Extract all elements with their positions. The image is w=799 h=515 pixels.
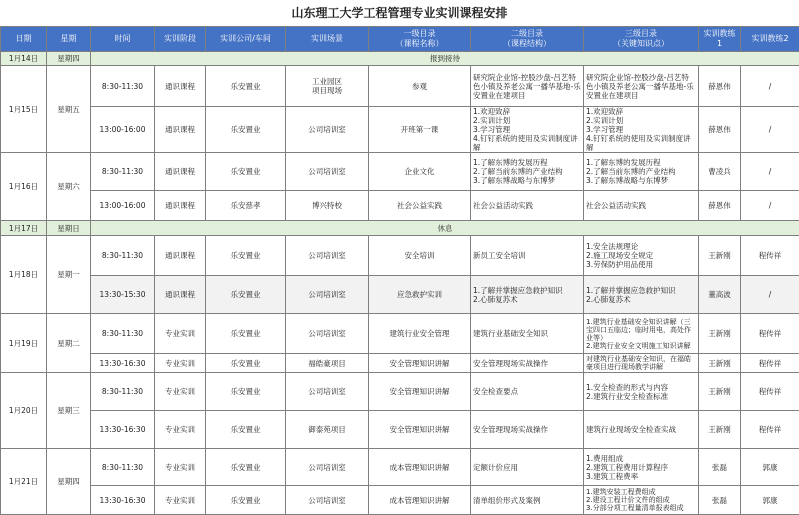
note-cell: 休息 (91, 221, 799, 236)
table-row (1, 191, 799, 221)
course-cell: 安全管理知识讲解 (369, 373, 471, 411)
time-cell: 13:30-16:30 (91, 411, 155, 449)
table-row (1, 52, 799, 66)
time-cell: 8:30-11:30 (91, 66, 155, 107)
structure-cell: 社会公益活动实践 (471, 191, 584, 221)
keypoint-cell: 1.了解并掌握应急救护知识 2.心肺复苏术 (584, 276, 699, 314)
table-row (1, 66, 799, 107)
keypoint-cell: 1.了解东博的发展历程 2.了解当前东博的产业结构 3.了解东博战略与东博梦 (584, 153, 699, 191)
keypoint-cell: 社会公益活动实践 (584, 191, 699, 221)
course-cell: 安全管理知识讲解 (369, 354, 471, 373)
keypoint-cell: 1.安全检查的形式与内容 2.建筑行业安全检查标准 (584, 373, 699, 411)
stage-cell: 通识课程 (155, 153, 206, 191)
table-row (1, 314, 799, 354)
stage-cell: 通识课程 (155, 276, 206, 314)
course-cell: 安全管理知识讲解 (369, 411, 471, 449)
coach1-cell: 王新刚 (699, 354, 741, 373)
structure-cell: 定额计价应用 (471, 449, 584, 486)
weekday-cell: 星期一 (47, 236, 91, 314)
coach1-cell: 张磊 (699, 449, 741, 486)
stage-cell: 专业实训 (155, 314, 206, 354)
time-cell: 13:00-16:00 (91, 107, 155, 153)
table-row (1, 236, 799, 276)
course-cell: 成本管理知识讲解 (369, 486, 471, 515)
stage-cell: 通识课程 (155, 236, 206, 276)
course-cell: 企业文化 (369, 153, 471, 191)
company-cell: 乐安置业 (206, 486, 286, 515)
table-row (1, 411, 799, 449)
scene-cell: 公司培训室 (286, 107, 369, 153)
date-cell: 1月21日 (1, 449, 47, 515)
structure-cell: 安全检查要点 (471, 373, 584, 411)
stage-cell: 专业实训 (155, 449, 206, 486)
table-row (1, 373, 799, 411)
date-cell: 1月20日 (1, 373, 47, 449)
header-cell: 时间 (91, 27, 155, 52)
header-cell: 实训场景 (286, 27, 369, 52)
coach2-cell: / (741, 153, 799, 191)
company-cell: 乐安置业 (206, 153, 286, 191)
table-row (1, 107, 799, 153)
table-row (1, 449, 799, 486)
keypoint-cell: 1.欢迎致辞 2.实训计划 3.学习管理 4.钉钉系统的使用及实训制度讲解 (584, 107, 699, 153)
time-cell: 13:30-16:30 (91, 486, 155, 515)
weekday-cell: 星期四 (47, 52, 91, 66)
date-cell: 1月18日 (1, 236, 47, 314)
date-cell: 1月17日 (1, 221, 47, 236)
coach2-cell: 程传祥 (741, 314, 799, 354)
scene-cell: 公司培训室 (286, 153, 369, 191)
company-cell: 乐安置业 (206, 236, 286, 276)
coach2-cell: 程传祥 (741, 411, 799, 449)
structure-cell: 安全管理现场实战操作 (471, 411, 584, 449)
header-cell: 三级目录 （关键知识点） (584, 27, 699, 52)
course-cell: 参观 (369, 66, 471, 107)
table-row (1, 153, 799, 191)
time-cell: 8:30-11:30 (91, 449, 155, 486)
note-cell: 报到接待 (91, 52, 799, 66)
coach1-cell: 曹凌兵 (699, 153, 741, 191)
stage-cell: 专业实训 (155, 486, 206, 515)
structure-cell: 清单组价形式及案例 (471, 486, 584, 515)
time-cell: 8:30-11:30 (91, 153, 155, 191)
coach2-cell: 程传祥 (741, 373, 799, 411)
course-cell: 开班第一课 (369, 107, 471, 153)
coach1-cell: 薛恩伟 (699, 66, 741, 107)
date-cell: 1月19日 (1, 314, 47, 373)
structure-cell: 安全管理现场实战操作 (471, 354, 584, 373)
time-cell: 13:30-16:30 (91, 354, 155, 373)
header-cell: 二级目录 （课程结构） (471, 27, 584, 52)
course-cell: 成本管理知识讲解 (369, 449, 471, 486)
stage-cell: 通识课程 (155, 66, 206, 107)
company-cell: 乐安置业 (206, 354, 286, 373)
coach2-cell: / (741, 107, 799, 153)
coach1-cell: 王新刚 (699, 373, 741, 411)
keypoint-cell: 1.建筑安装工程费组成 2.建设工程计价文件的组成 3.分部分项工程量清单报表组成 (584, 486, 699, 515)
course-cell: 社会公益实践 (369, 191, 471, 221)
scene-cell: 御泰苑项目 (286, 411, 369, 449)
header-cell: 日期 (1, 27, 47, 52)
company-cell: 乐安置业 (206, 107, 286, 153)
table-row (1, 276, 799, 314)
weekday-cell: 星期二 (47, 314, 91, 373)
structure-cell: 1.了解并掌握应急救护知识 2.心肺复苏术 (471, 276, 584, 314)
stage-cell: 通识课程 (155, 191, 206, 221)
coach1-cell: 王新刚 (699, 314, 741, 354)
keypoint-cell: 研究院企业馆-控股沙盘-吕艺特色小镇及养老公寓一播华基地-乐安置业在建项目 (584, 66, 699, 107)
table-row (1, 486, 799, 515)
time-cell: 8:30-11:30 (91, 236, 155, 276)
header-cell: 实训公司/车间 (206, 27, 286, 52)
company-cell: 乐安置业 (206, 449, 286, 486)
coach1-cell: 董高波 (699, 276, 741, 314)
table-row (1, 221, 799, 236)
coach2-cell: / (741, 276, 799, 314)
course-cell: 安全培训 (369, 236, 471, 276)
date-cell: 1月14日 (1, 52, 47, 66)
time-cell: 13:00-16:00 (91, 191, 155, 221)
stage-cell: 通识课程 (155, 107, 206, 153)
time-cell: 8:30-11:30 (91, 314, 155, 354)
structure-cell: 建筑行业基础安全知识 (471, 314, 584, 354)
structure-cell: 研究院企业馆-控股沙盘-吕艺特色小镇及养老公寓一播华基地-乐安置业在建项目 (471, 66, 584, 107)
stage-cell: 专业实训 (155, 373, 206, 411)
structure-cell: 1.欢迎致辞 2.实训计划 3.学习管理 4.钉钉系统的使用及实训制度讲解 (471, 107, 584, 153)
time-cell: 8:30-11:30 (91, 373, 155, 411)
weekday-cell: 星期六 (47, 153, 91, 221)
scene-cell: 公司培训室 (286, 276, 369, 314)
date-cell: 1月15日 (1, 66, 47, 153)
page-title: 山东理工大学工程管理专业实训课程安排 (0, 0, 799, 26)
scene-cell: 公司培训室 (286, 449, 369, 486)
weekday-cell: 星期五 (47, 66, 91, 153)
scene-cell: 工业园区 项目现场 (286, 66, 369, 107)
weekday-cell: 星期三 (47, 373, 91, 449)
course-cell: 应急救护实训 (369, 276, 471, 314)
header-cell: 星期 (47, 27, 91, 52)
scene-cell: 公司培训室 (286, 486, 369, 515)
coach2-cell: / (741, 66, 799, 107)
keypoint-cell: 1.安全法规理论 2.施工现场安全规定 3.劳保防护用品使用 (584, 236, 699, 276)
scene-cell: 博兴特校 (286, 191, 369, 221)
stage-cell: 专业实训 (155, 411, 206, 449)
structure-cell: 1.了解东博的发展历程 2.了解当前东博的产业结构 3.了解东博战略与东博梦 (471, 153, 584, 191)
scene-cell: 公司培训室 (286, 373, 369, 411)
company-cell: 乐安置业 (206, 276, 286, 314)
weekday-cell: 星期四 (47, 449, 91, 515)
weekday-cell: 星期日 (47, 221, 91, 236)
coach2-cell: 程传祥 (741, 236, 799, 276)
header-cell: 实训教练1 (699, 27, 741, 52)
coach1-cell: 王新刚 (699, 236, 741, 276)
keypoint-cell: 1.建筑行业基础安全知识讲解（三宝四口五临边；临时用电，高处作业等） 2.建筑行业安全文明施工知识讲解 (584, 314, 699, 354)
coach1-cell: 薛恩伟 (699, 107, 741, 153)
header-cell: 实训阶段 (155, 27, 206, 52)
coach1-cell: 张磊 (699, 486, 741, 515)
company-cell: 乐安置业 (206, 373, 286, 411)
date-cell: 1月16日 (1, 153, 47, 221)
keypoint-cell: 对建筑行业基础安全知识，在福皓豪项目进行现场教学讲解 (584, 354, 699, 373)
structure-cell: 新员工安全培训 (471, 236, 584, 276)
coach2-cell: 郭康 (741, 486, 799, 515)
coach2-cell: 郭康 (741, 449, 799, 486)
scene-cell: 公司培训室 (286, 314, 369, 354)
table-row (1, 354, 799, 373)
scene-cell: 福皓豪项目 (286, 354, 369, 373)
schedule-table (0, 26, 799, 515)
company-cell: 乐安置业 (206, 314, 286, 354)
course-cell: 建筑行业安全管理 (369, 314, 471, 354)
header-cell: 一级目录 （课程名称） (369, 27, 471, 52)
scene-cell: 公司培训室 (286, 236, 369, 276)
header-cell: 实训教练2 (741, 27, 799, 52)
keypoint-cell: 1.费用组成 2.建筑工程费用计算程序 3.建筑工程费率 (584, 449, 699, 486)
coach1-cell: 薛恩伟 (699, 191, 741, 221)
company-cell: 乐安慈孝 (206, 191, 286, 221)
header-row (1, 27, 799, 52)
coach2-cell: / (741, 191, 799, 221)
stage-cell: 专业实训 (155, 354, 206, 373)
time-cell: 13:30-15:30 (91, 276, 155, 314)
coach1-cell: 王新刚 (699, 411, 741, 449)
company-cell: 乐安置业 (206, 66, 286, 107)
coach2-cell: 程传祥 (741, 354, 799, 373)
keypoint-cell: 建筑行业现场安全检查实战 (584, 411, 699, 449)
company-cell: 乐安置业 (206, 411, 286, 449)
